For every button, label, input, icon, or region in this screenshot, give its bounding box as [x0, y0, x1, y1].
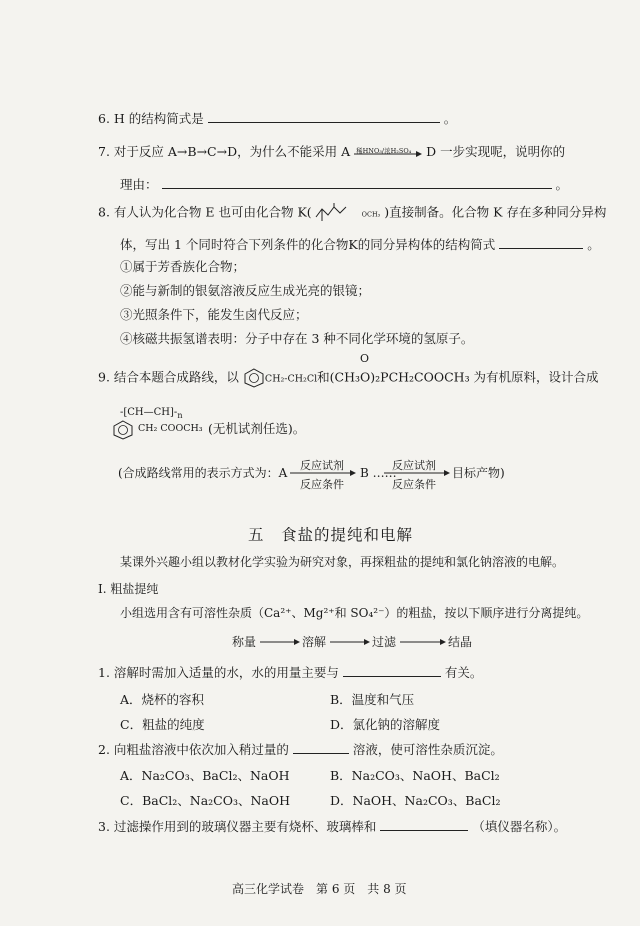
question-text-continued: D 一步实现呢，说明你的: [426, 144, 566, 159]
section-intro: 某课外兴趣小组以教材化学实验为研究对象，再探粗盐的提纯和氯化钠溶液的电解。: [120, 555, 565, 569]
question-6: 6. H 的结构简式是 。: [98, 111, 457, 126]
question-number: 7.: [98, 144, 110, 159]
answer-blank[interactable]: [293, 741, 349, 754]
question-text: 结合本题合成路线，以: [113, 369, 239, 385]
option-c[interactable]: C．粗盐的纯度: [120, 717, 205, 732]
option-c[interactable]: C．BaCl₂、Na₂CO₃、NaOH: [120, 793, 291, 808]
question-text-continued: 和(CH₃O)₂PCH₂COOCH₃ 为有机原料，设计合成: [317, 369, 599, 385]
part-1-intro: 小组选用含有可溶性杂质（Ca²⁺、Mg²⁺和 SO₄²⁻）的粗盐，按以下顺序进行分离提纯。: [120, 606, 589, 620]
question-number: 9.: [98, 369, 110, 385]
question-number: 8.: [98, 204, 110, 220]
question-text: 过滤操作用到的玻璃仪器主要有烧杯、玻璃棒和: [113, 819, 377, 834]
condition-3: ③光照条件下，能发生卤代反应；: [120, 307, 308, 322]
page-footer: 高三化学试卷 第 6 页 共 8 页: [232, 882, 407, 896]
option-a[interactable]: A．Na₂CO₃、BaCl₂、NaOH: [120, 768, 290, 783]
question-number: 1.: [98, 665, 110, 680]
condition-4: ④核磁共振氢谱表明：分子中存在 3 种不同化学环境的氢原子。: [120, 331, 474, 346]
option-b[interactable]: B．Na₂CO₃、NaOH、BaCl₂: [330, 768, 500, 783]
polymer-benzene-ring-icon: [112, 420, 134, 440]
flow-arrow-icon: [330, 638, 370, 646]
arrow-reagent: 稀HNO₃/浓H₂SO₄: [356, 147, 412, 155]
hint-condition-1: 反应条件: [300, 478, 344, 491]
question-9: [98, 368, 599, 389]
s5-question-1: 1. 溶解时需加入适量的水，水的用量主要与 有关。: [98, 665, 483, 680]
right-arrow-icon: [354, 151, 422, 157]
question-text-continued: )直接制备。化合物 K 存在多种同分异构: [384, 204, 607, 220]
polymer-side-groups: CH₂ COOCH₃: [138, 423, 203, 434]
question-8-line2: 体，写出 1 个同时符合下列条件的化合物K的同分异构体的结构简式 。: [120, 237, 600, 252]
flow-step-filter: 过滤: [372, 635, 397, 649]
carbonyl-oxygen: O: [360, 352, 370, 365]
answer-blank[interactable]: [380, 818, 468, 831]
route-hint-middle: B ……: [360, 466, 397, 480]
flow-step-dissolve: 溶解: [302, 635, 327, 649]
question-7-line2: 理由： 。: [120, 177, 568, 192]
answer-blank[interactable]: [162, 176, 552, 189]
flow-step-crystallize: 结晶: [448, 635, 473, 649]
question-number: 3.: [98, 819, 110, 834]
part-1-title: I. 粗盐提纯: [98, 582, 159, 596]
structure-group: OCH₃: [361, 210, 381, 219]
option-d[interactable]: D．氯化钠的溶解度: [330, 717, 441, 732]
answer-blank[interactable]: [499, 236, 583, 249]
question-7: [98, 143, 565, 161]
hint-reagent-1: 反应试剂: [300, 459, 344, 472]
answer-blank[interactable]: [208, 110, 440, 123]
question-text: 溶解时需加入适量的水，水的用量主要与: [113, 665, 339, 680]
question-number: 6.: [98, 111, 110, 126]
flow-step-weigh: 称量: [232, 635, 257, 649]
answer-blank[interactable]: [343, 664, 441, 677]
flow-arrow-icon: [260, 638, 300, 646]
polymer-backbone: $-[CH—CH]-_n$: [120, 407, 183, 420]
question-text: 向粗盐溶液中依次加入稍过量的: [113, 742, 289, 757]
hint-reagent-2: 反应试剂: [392, 459, 436, 472]
question-text: 对于反应 A→B→C→D，为什么不能采用 A: [113, 144, 351, 159]
side-chain: CH₂-CH₂Cl: [264, 373, 318, 385]
option-b[interactable]: B．温度和气压: [330, 692, 415, 707]
flow-arrow-icon: [400, 638, 446, 646]
route-hint-end: 目标产物): [452, 466, 505, 480]
question-number: 2.: [98, 742, 110, 757]
route-arrow-icon: [384, 469, 450, 477]
route-arrow-icon: [290, 469, 356, 477]
hint-condition-2: 反应条件: [392, 478, 436, 491]
section-title: 五 食盐的提纯和电解: [248, 526, 414, 544]
s5-question-2: 2. 向粗盐溶液中依次加入稍过量的 溶液，使可溶性杂质沉淀。: [98, 742, 503, 757]
question-text: H 的结构简式是: [113, 111, 204, 126]
s5-question-3: 3. 过滤操作用到的玻璃仪器主要有烧杯、玻璃棒和 （填仪器名称）。: [98, 819, 567, 834]
question-text: 有人认为化合物 E 也可由化合物 K(: [113, 204, 312, 220]
route-hint-start: (合成路线常用的表示方式为：A: [118, 466, 288, 480]
condition-1: ①属于芳香族化合物；: [120, 259, 246, 274]
condition-2: ②能与新制的银氨溶液反应生成光亮的银镜；: [120, 283, 371, 298]
option-a[interactable]: A．烧杯的容积: [120, 692, 205, 707]
benzene-ring-icon: [243, 368, 265, 388]
reaction-arrow: [354, 143, 422, 161]
option-d[interactable]: D．NaOH、Na₂CO₃、BaCl₂: [330, 793, 501, 808]
question-8: [98, 203, 606, 224]
question-9-note: (无机试剂任选)。: [208, 421, 306, 436]
compound-k-structure-icon: [314, 203, 362, 223]
